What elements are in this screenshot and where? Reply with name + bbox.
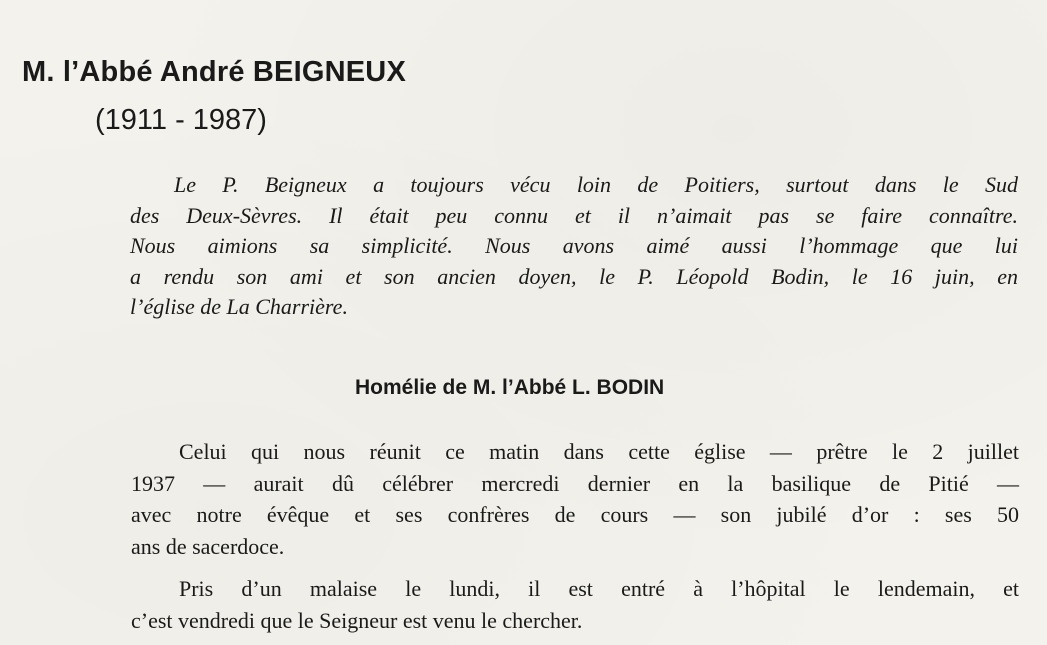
intro-line: Le P. Beigneux a toujours vécu loin de Poitiers, surtout dans le Sud [174, 172, 1018, 197]
bleed-through-text [650, 60, 655, 83]
homily-paragraph-2 [131, 573, 1019, 636]
obituary-title: M. l’Abbé André BEIGNEUX [22, 56, 406, 88]
intro-paragraph [130, 170, 1018, 323]
paragraph-line: Pris d’un malaise le lundi, il est entré à l’hôpital le lendemain, et [179, 576, 1019, 601]
obituary-dates: (1911 - 1987) [95, 104, 267, 136]
intro-line: a rendu son ami et son ancien doyen, le P. Léopold Bodin, le 16 juin, en [130, 263, 1018, 289]
intro-line: Nous aimions sa simplicité. Nous avons aimé aussi l’hommage que lui [130, 233, 1018, 258]
paragraph-line: Celui qui nous réunit ce matin dans cette église — prêtre le 2 juillet [179, 439, 1019, 464]
paragraph-line: ans de sacerdoce. [131, 533, 285, 559]
intro-line: des Deux-Sèvres. Il était peu connu et il n’aimait pas se faire connaître. [130, 202, 1018, 228]
homily-title: Homélie de M. l’Abbé L. BODIN [355, 376, 665, 399]
paragraph-line: c’est vendredi que le Seigneur est venu le chercher. [131, 607, 583, 633]
paragraph-line: 1937 — aurait dû célébrer mercredi dernier en la basilique de Pitié — [131, 470, 1019, 496]
paragraph-line: avec notre évêque et ses confrères de cours — son jubilé d’or : ses 50 [131, 502, 1019, 527]
homily-paragraph-1 [131, 436, 1019, 562]
intro-line: l’église de La Charrière. [130, 294, 348, 319]
